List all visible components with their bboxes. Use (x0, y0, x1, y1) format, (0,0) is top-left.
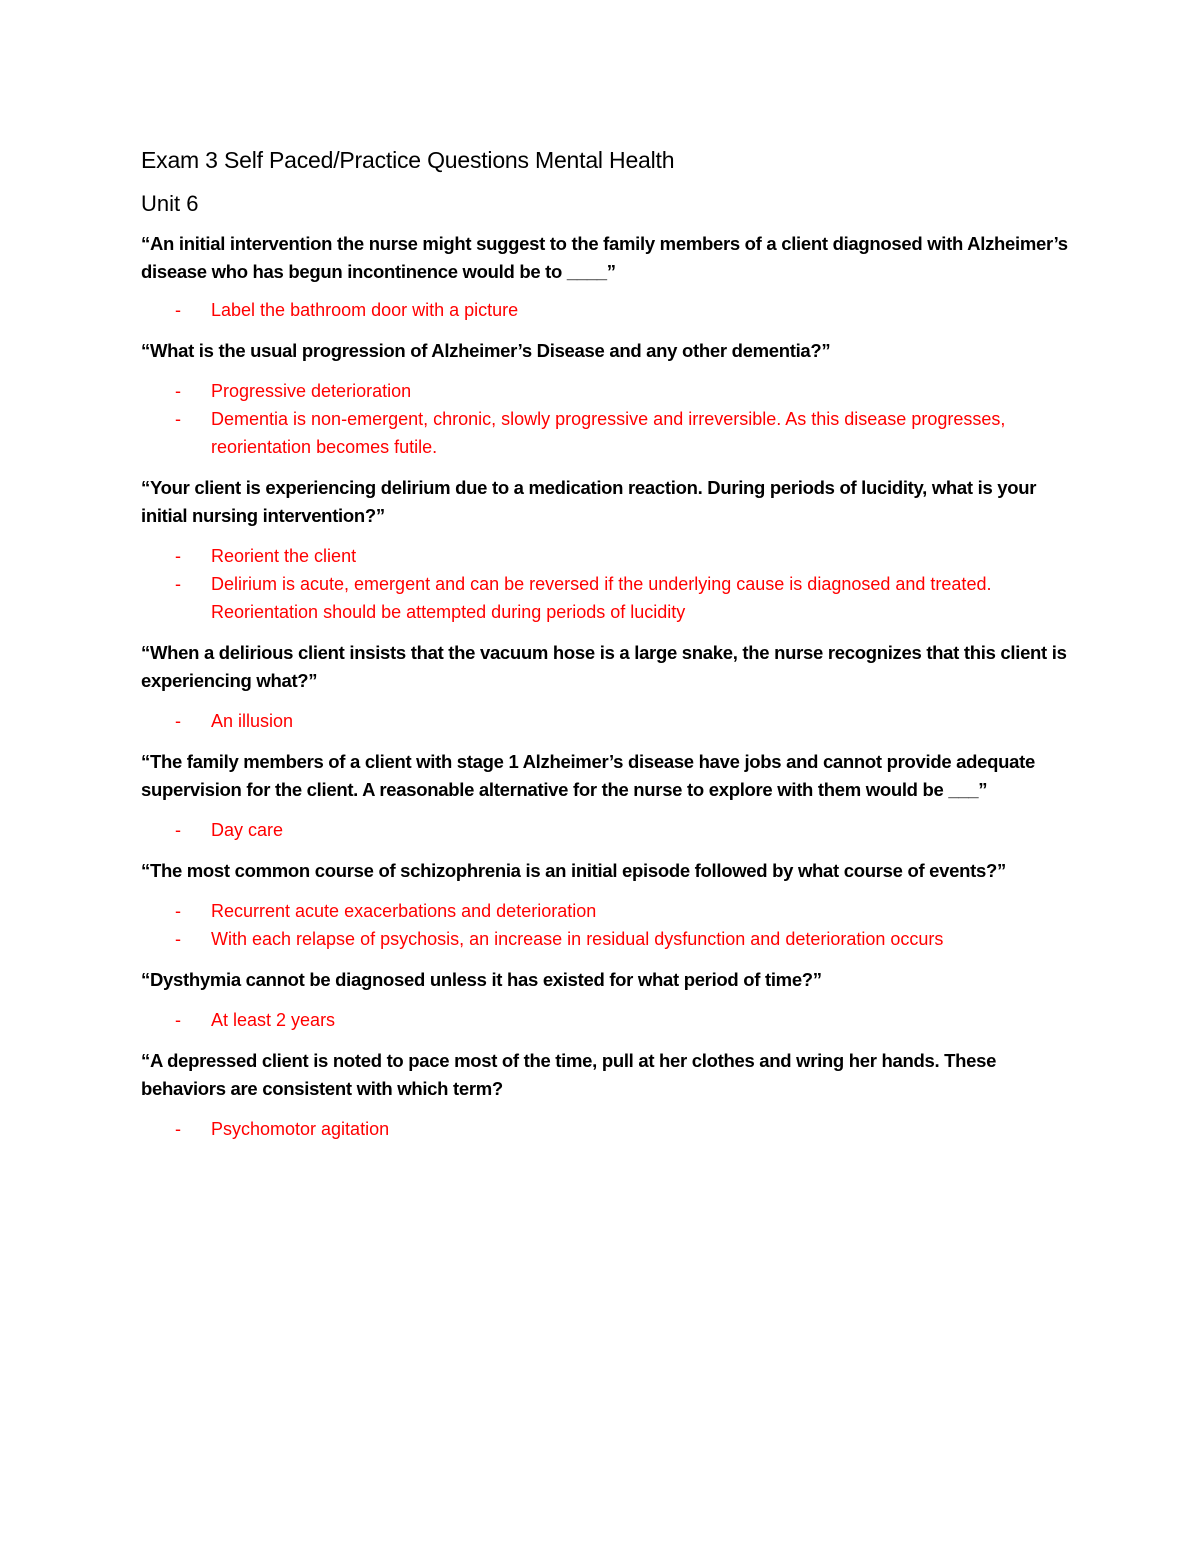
answer-text: With each relapse of psychosis, an increase in residual dysfunction and deterioration occurs (211, 929, 944, 949)
bullet-dash: - (175, 546, 181, 566)
answer-item (141, 897, 1071, 925)
document-title: Exam 3 Self Paced/Practice Questions Mental Health (141, 147, 675, 173)
bullet-dash: - (175, 300, 181, 320)
answer-text: Dementia is non-emergent, chronic, slowly progressive and irreversible. As this disease progresses, reorientation becomes futile. (211, 409, 1006, 457)
answer-text: Day care (211, 820, 284, 840)
answer-item (141, 1006, 1071, 1034)
answer-text: An illusion (211, 711, 294, 731)
question-text: “What is the usual progression of Alzheimer’s Disease and any other dementia?” (141, 340, 831, 361)
question-block (141, 966, 1071, 1034)
answer-list (141, 1006, 1071, 1034)
bullet-dash: - (175, 1010, 181, 1030)
question-text: “Dysthymia cannot be diagnosed unless it has existed for what period of time?” (141, 969, 822, 990)
bullet-dash: - (175, 820, 181, 840)
question-text: “A depressed client is noted to pace most of the time, pull at her clothes and wring her hands. These behaviors are consistent with which term? (141, 1050, 997, 1099)
answer-list (141, 1115, 1071, 1143)
question-text: “The most common course of schizophrenia is an initial episode followed by what course of events?” (141, 860, 1006, 881)
answer-item (141, 925, 1071, 953)
answer-text: At least 2 years (211, 1010, 336, 1030)
bullet-dash: - (175, 381, 181, 401)
bullet-dash: - (175, 409, 181, 429)
question-block (141, 748, 1071, 844)
bullet-dash: - (175, 1119, 181, 1139)
question-text: “An initial intervention the nurse might suggest to the family members of a client diagnosed with Alzheimer’s disease who has begun incontinence would be to ____” (141, 233, 1068, 282)
answer-item (141, 542, 1071, 570)
document-page (141, 140, 1071, 1143)
question-text: “Your client is experiencing delirium due to a medication reaction. During periods of lucidity, what is your initial nursing intervention?” (141, 477, 1037, 526)
answer-text: Delirium is acute, emergent and can be reversed if the underlying cause is diagnosed and treated. Reorientation should be attempted during periods of lucidity (211, 574, 992, 622)
bullet-dash: - (175, 901, 181, 921)
question-text: “When a delirious client insists that the vacuum hose is a large snake, the nurse recognizes that this client is experiencing what?” (141, 642, 1067, 691)
answer-item (141, 377, 1071, 405)
answer-item (141, 570, 1071, 626)
question-block (141, 337, 1071, 461)
question-block (141, 639, 1071, 735)
answer-item (141, 707, 1071, 735)
answer-list (141, 296, 1071, 324)
answer-list (141, 897, 1071, 953)
answer-text: Recurrent acute exacerbations and deterioration (211, 901, 597, 921)
answer-text: Reorient the client (211, 546, 357, 566)
question-text: “The family members of a client with stage 1 Alzheimer’s disease have jobs and cannot provide adequate supervision for the client. A reasonable alternative for the nurse to explore with them would be ___” (141, 751, 1035, 800)
answer-item (141, 405, 1071, 461)
question-list (141, 230, 1071, 1143)
answer-item (141, 1115, 1071, 1143)
answer-item (141, 296, 1071, 324)
answer-item (141, 816, 1071, 844)
answer-list (141, 816, 1071, 844)
question-block (141, 230, 1071, 324)
unit-heading: Unit 6 (141, 191, 199, 216)
answer-list (141, 707, 1071, 735)
answer-list (141, 542, 1071, 626)
answer-list (141, 377, 1071, 461)
answer-text: Psychomotor agitation (211, 1119, 390, 1139)
answer-text: Progressive deterioration (211, 381, 412, 401)
bullet-dash: - (175, 574, 181, 594)
question-block (141, 1047, 1071, 1143)
bullet-dash: - (175, 929, 181, 949)
bullet-dash: - (175, 711, 181, 731)
question-block (141, 857, 1071, 953)
question-block (141, 474, 1071, 626)
answer-text: Label the bathroom door with a picture (211, 300, 519, 320)
